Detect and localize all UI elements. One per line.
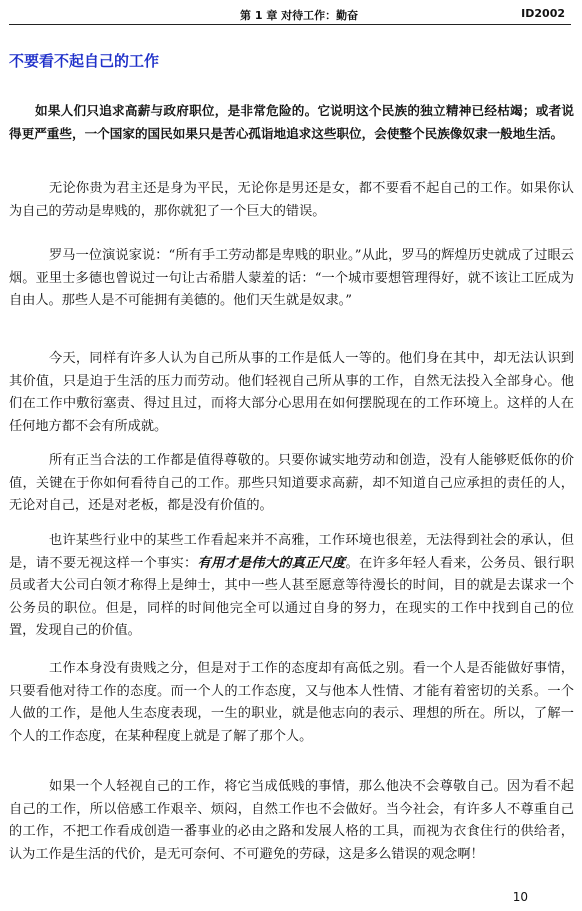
section-title: 不要看不起自己的工作 [9,52,160,70]
paragraph-1: 无论你贵为君主还是身为平民，无论你是男还是女，都不要看不起自己的工作。如果你认为自己的劳动是卑贱的，那你就犯了一个巨大的错误。 [9,181,574,219]
paragraph-2: 罗马一位演说家说：“所有手工劳动都是卑贱的职业。”从此，罗马的辉煌历史就成了过眼云烟。亚里士多德也曾说过一句让古希腊人蒙羞的话：“一个城市要想管理得好，就不该让工匠成为自由人。那些人是不可能拥有美德的。他们天生就是奴隶。” [9,248,574,308]
paragraph-4: 所有正当合法的工作都是值得尊敬的。只要你诚实地劳动和创造，没有人能够贬低你的价值，关键在于你如何看待自己的工作。那些只知道要求高薪，却不知道自己应承担的责任的人，无论对自己，还是对老板，都是没有价值的。 [9,453,574,513]
epigraph-quote: 如果人们只追求高薪与政府职位，是非常危险的。它说明这个民族的独立精神已经枯竭；或者说得更严重些，一个国家的国民如果只是苦心孤诣地追求这些职位，会使整个民族像奴隶一般地生活。 [9,103,574,141]
paragraph-5-part-b: 。在许多年轻人看来，公务员、银行职员或者大公司白领才称得上是绅士，其中一些人甚至愿意等待漫长的时间，目的就是去谋求一个公务员的职位。但是，同样的时间他完全可以通过自身的努力，在现实的工作中找到自己的位置，发现自己的价值。 [9,555,575,638]
paragraph-5-part-a: 也许某些行业中的某些工作看起来并不高雅，工作环境也很差，无法得到社会的承认，但是，请不要无视这样一个事实： [9,533,574,571]
paragraph-3: 今天，同样有许多人认为自己所从事的工作是低人一等的。他们身在其中，却无法认识到其价值，只是迫于生活的压力而劳动。他们轻视自己所从事的工作，自然无法投入全部身心。他们在工作中敷衍塞责、得过且过，而将大部分心思用在如何摆脱现在的工作环境上。这样的人在任何地方都不会有所成就。 [9,351,574,434]
emphasized-phrase: 有用才是伟大的真正尺度 [197,555,346,571]
chapter-title: 第 1 章 对待工作：勤奋 [240,9,359,22]
paragraph-5 [9,530,574,643]
document-id: ID2002 [521,7,565,20]
paragraph-6: 工作本身没有贵贱之分，但是对于工作的态度却有高低之别。看一个人是否能做好事情，只要看他对待工作的态度。而一个人的工作态度，又与他本人性情、才能有着密切的关系。一个人做的工作，是他人生态度表现，一生的职业，就是他志向的表示、理想的所在。所以，了解一个人的工作态度，在某种程度上就是了解了那个人。 [9,661,574,744]
paragraph-7: 如果一个人轻视自己的工作，将它当成低贱的事情，那么他决不会尊敬自己。因为看不起自己的工作，所以倍感工作艰辛、烦闷，自然工作也不会做好。当今社会，有许多人不尊重自己的工作，不把工作看成创造一番事业的必由之路和发展人格的工具，而视为衣食住行的供给者，认为工作是生活的代价，是无可奈何、不可避免的劳碌，这是多么错误的观念啊！ [9,779,574,862]
page-number: 10 [512,890,528,904]
page-header [9,4,571,25]
